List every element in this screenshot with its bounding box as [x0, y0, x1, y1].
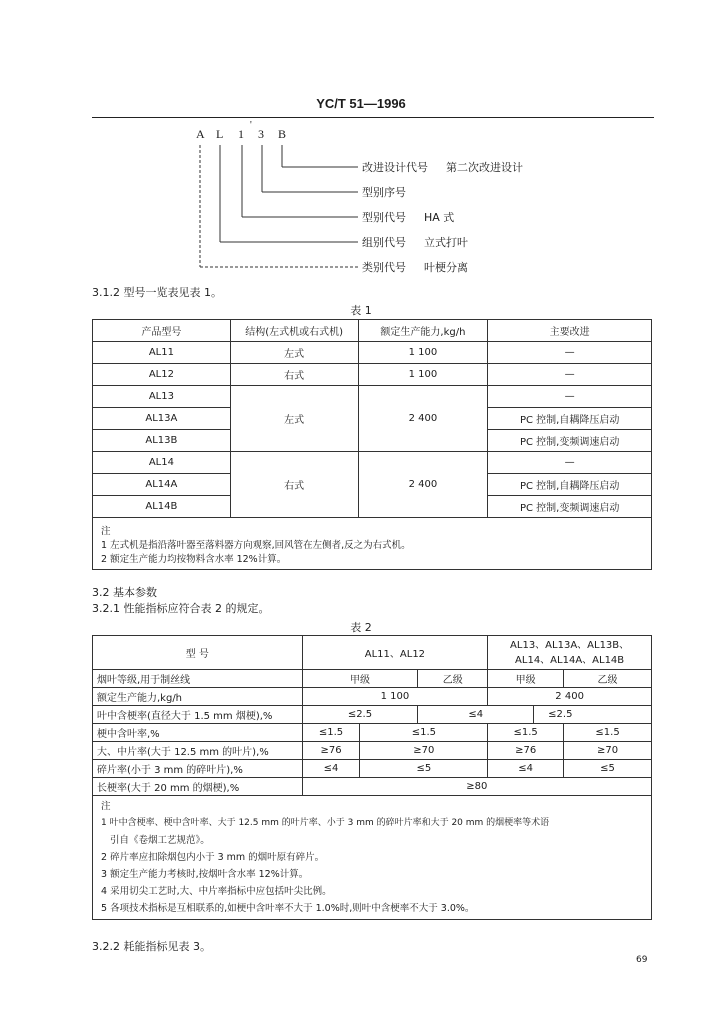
table-row [93, 386, 652, 408]
table-cell: ≤1.5 [488, 724, 564, 742]
code-label-group: 组别代号 立式打叶 [362, 236, 468, 249]
table-cell: 乙级 [564, 670, 652, 688]
table-row [93, 778, 652, 796]
note-line: 5 各项技术指标是互相联系的,如梗中含叶率不大于 1.0%时,则叶中含梗率不大于 3.0%。 [101, 903, 475, 914]
table2 [92, 635, 652, 920]
table-cell: 左式 [230, 342, 358, 364]
table2-notes [93, 796, 652, 920]
table-cell: 2 400 [358, 452, 488, 518]
table-cell: ≤4 [302, 760, 360, 778]
table-cell: 乙级 [418, 670, 488, 688]
note-title: 注 [101, 525, 111, 537]
code-label-sequence: 型别序号 [362, 186, 406, 199]
table1-caption: 表 1 [350, 304, 372, 317]
section-3-1-2: 3.1.2 型号一览表见表 1。 [92, 286, 222, 299]
note-line: 引自《卷烟工艺规范》。 [101, 835, 210, 846]
table-cell: 长梗率(大于 20 mm 的烟梗),% [93, 778, 303, 796]
table-row [93, 342, 652, 364]
table-cell: 甲级 [302, 670, 418, 688]
table-cell: ≤5 [360, 760, 488, 778]
table-cell: PC 控制,变频调速启动 [488, 496, 652, 518]
table-row [93, 760, 652, 778]
table-cell: 1 100 [358, 342, 488, 364]
table-cell: ≥70 [360, 742, 488, 760]
table1-header-capacity: 额定生产能力,kg/h [358, 320, 488, 342]
table-cell: AL13 [93, 386, 231, 408]
table1 [92, 319, 652, 570]
table2-type-label: 型 号 [93, 636, 303, 670]
code-letter-1: 1 [238, 127, 244, 141]
table-cell: AL12 [93, 364, 231, 386]
section-3-2-2: 3.2.2 耗能指标见表 3。 [92, 940, 211, 953]
table-cell: 梗中含叶率,% [93, 724, 303, 742]
table-cell: PC 控制,自耦降压启动 [488, 474, 652, 496]
table-cell: 1 100 [358, 364, 488, 386]
table-cell: 左式 [230, 386, 358, 452]
section-3-2-1: 3.2.1 性能指标应符合表 2 的规定。 [92, 602, 270, 615]
table-cell: ≤1.5 [302, 724, 360, 742]
table1-header-improvement: 主要改进 [488, 320, 652, 342]
model-code-diagram [0, 0, 722, 290]
table-row [93, 364, 652, 386]
code-letter-b: B [278, 127, 287, 141]
table-cell: AL14 [93, 452, 231, 474]
table-cell: PC 控制,自耦降压启动 [488, 408, 652, 430]
table-row [93, 724, 652, 742]
table-cell: 碎片率(小于 3 mm 的碎叶片),% [93, 760, 303, 778]
page-number: 69 [636, 955, 648, 965]
table-row [93, 742, 652, 760]
table-cell: ≤4 [418, 706, 534, 724]
table-row [93, 670, 652, 688]
table-cell: PC 控制,变频调速启动 [488, 430, 652, 452]
table2-group-a: AL11、AL12 [302, 636, 488, 670]
table-cell: ≤4 [488, 760, 564, 778]
table-cell: 2 400 [358, 386, 488, 452]
table1-header-model: 产品型号 [93, 320, 231, 342]
model-code-lines [0, 0, 722, 290]
table-cell: ≥76 [302, 742, 360, 760]
table-cell: AL13A [93, 408, 231, 430]
table-cell: 叶中含梗率(直径大于 1.5 mm 烟梗),% [93, 706, 303, 724]
table1-header-structure: 结构(左式机或右式机) [230, 320, 358, 342]
code-label-improvement: 改进设计代号 第二次改进设计 [362, 161, 523, 174]
table-cell: AL11 [93, 342, 231, 364]
note-line: 1 左式机是指沿落叶器至落料器方向观察,回风管在左侧者,反之为右式机。 [101, 539, 411, 551]
table-cell: 甲级 [488, 670, 564, 688]
table-cell: ≥80 [302, 778, 651, 796]
code-label-type: 型别代号 HA 式 [362, 211, 455, 224]
table-cell: AL14A [93, 474, 231, 496]
table-cell: 额定生产能力,kg/h [93, 688, 303, 706]
table-cell: 烟叶等级,用于制丝线 [93, 670, 303, 688]
table-row [93, 706, 652, 724]
table-cell: AL13B [93, 430, 231, 452]
table-cell: — [488, 386, 652, 408]
table-row [93, 452, 652, 474]
table1-notes [93, 518, 652, 570]
note-line: 1 叶中含梗率、梗中含叶率、大于 12.5 mm 的叶片率、小于 3 mm 的碎叶片率和大于 20 mm 的烟梗率等术语 [101, 818, 550, 828]
standard-code-header: YC/T 51—1996 [316, 96, 406, 111]
table2-group-b: AL13、AL13A、AL13B、 AL14、AL14A、AL14B [488, 636, 652, 670]
note-line: 4 采用切尖工艺时,大、中片率指标中应包括叶尖比例。 [101, 886, 332, 897]
code-letter-3: 3 [258, 127, 264, 141]
table-cell: — [488, 342, 652, 364]
table-cell: ≥76 [488, 742, 564, 760]
code-letter-a: A [196, 127, 205, 141]
note-line: 3 额定生产能力考核时,按烟叶含水率 12%计算。 [101, 869, 309, 880]
table-cell: — [488, 364, 652, 386]
note-line: 2 额定生产能力均按物料含水率 12%计算。 [101, 553, 287, 565]
section-3-2: 3.2 基本参数 [92, 586, 157, 599]
note-title: 注 [101, 801, 111, 812]
code-superscript: ' [250, 120, 252, 131]
code-label-category: 类别代号 叶梗分离 [362, 261, 468, 274]
note-line: 2 碎片率应扣除烟包内小于 3 mm 的烟叶原有碎片。 [101, 852, 325, 863]
table-cell: ≤2.5 [302, 706, 418, 724]
table-cell: ≤5 [564, 760, 652, 778]
table-cell: AL14B [93, 496, 231, 518]
table2-caption: 表 2 [350, 621, 372, 634]
table-cell: 大、中片率(大于 12.5 mm 的叶片),% [93, 742, 303, 760]
table-cell: 2 400 [488, 688, 652, 706]
table-cell: ≤1.5 [564, 724, 652, 742]
table-cell: ≤2.5 [534, 706, 652, 724]
table-cell: ≥70 [564, 742, 652, 760]
table-cell: ≤1.5 [360, 724, 488, 742]
table-row [93, 688, 652, 706]
code-letter-l: L [216, 127, 224, 141]
table-cell: 1 100 [302, 688, 488, 706]
table-cell: 右式 [230, 364, 358, 386]
table-cell: 右式 [230, 452, 358, 518]
table-cell: — [488, 452, 652, 474]
